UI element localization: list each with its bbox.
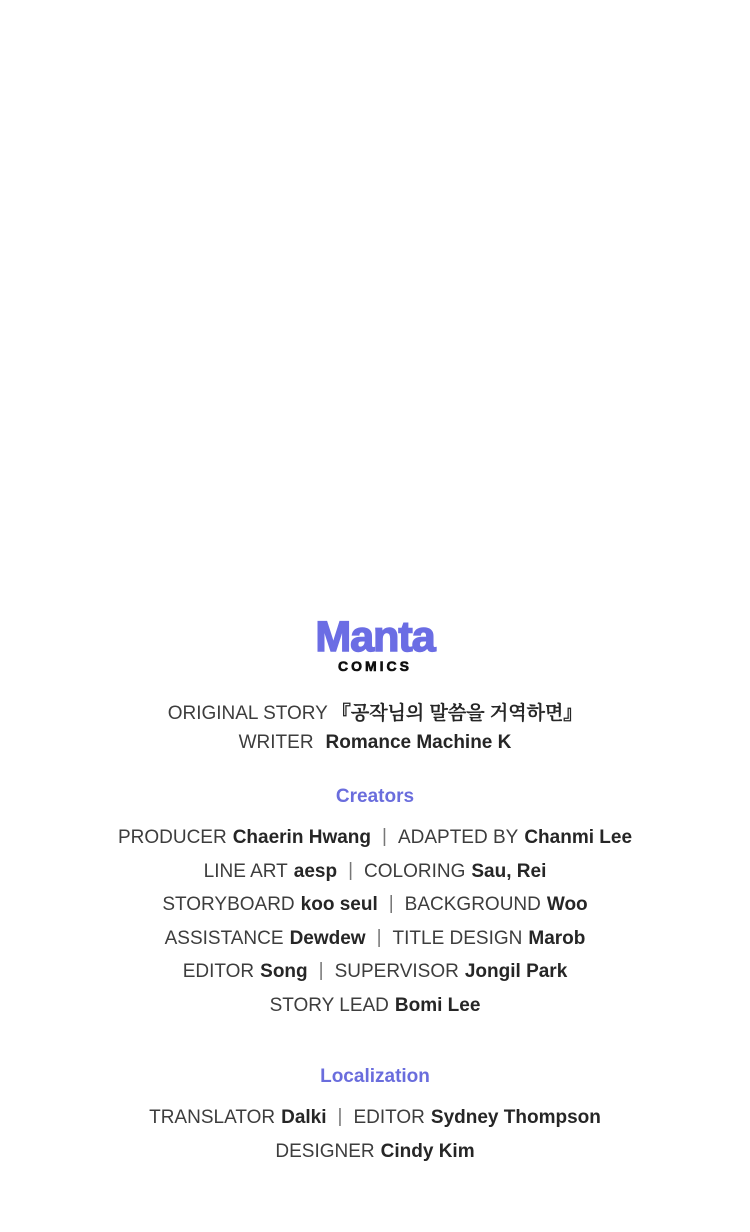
- credit-name: koo seul: [300, 894, 378, 915]
- credit-name: Chanmi Lee: [524, 827, 633, 848]
- credit-label: TITLE DESIGN: [392, 927, 523, 949]
- credit-label: LINE ART: [203, 860, 288, 882]
- credit-name: Bomi Lee: [394, 994, 481, 1016]
- original-story-line: [168, 699, 583, 728]
- credit-name: Marob: [528, 927, 586, 949]
- credit-line-storyboard-background: [118, 888, 632, 922]
- credit-line-lineart-coloring: [118, 855, 632, 889]
- story-header: [168, 699, 583, 757]
- credit-name: Cindy Kim: [380, 1140, 475, 1162]
- credit-label: TRANSLATOR: [149, 1107, 276, 1128]
- credit-line-storylead: [118, 989, 632, 1023]
- manta-logo: [315, 613, 435, 674]
- creators-credits-list: [118, 821, 632, 1022]
- writer-line: [168, 728, 583, 757]
- credit-name: Sydney Thompson: [430, 1107, 601, 1128]
- separator-bar: |: [337, 1106, 343, 1127]
- credit-name: Woo: [546, 894, 588, 915]
- credit-label: ADAPTED BY: [397, 827, 519, 848]
- credit-line-assistance-titledesign: [118, 922, 632, 956]
- localization-credits-list: [149, 1101, 601, 1168]
- credit-label: ASSISTANCE: [164, 927, 284, 949]
- credit-name: Chaerin Hwang: [232, 827, 372, 848]
- credit-label: DESIGNER: [275, 1140, 375, 1162]
- credit-label: EDITOR: [353, 1107, 425, 1128]
- original-story-label: ORIGINAL STORY: [167, 703, 328, 724]
- original-story-title: 『공작님의 말씀을 거역하면』: [331, 703, 583, 724]
- credit-label: PRODUCER: [117, 827, 227, 848]
- credit-label: EDITOR: [182, 961, 255, 982]
- credit-line-editor-supervisor: [118, 955, 632, 989]
- credit-line-translator-editor: [149, 1101, 601, 1135]
- separator-bar: |: [388, 893, 394, 914]
- credit-label: STORY LEAD: [269, 994, 389, 1016]
- credit-label: BACKGROUND: [404, 894, 541, 915]
- separator-bar: |: [376, 926, 382, 948]
- creators-section-title: Creators: [335, 786, 415, 807]
- credit-line-producer-adapted: [118, 821, 632, 855]
- separator-bar: |: [318, 960, 324, 981]
- credit-label: SUPERVISOR: [334, 961, 459, 982]
- comics-subtitle: COMICS: [337, 658, 412, 674]
- writer-label: WRITER: [238, 732, 314, 753]
- credit-name: Dewdew: [289, 927, 366, 949]
- credit-label: COLORING: [364, 860, 466, 882]
- credit-name: Dalki: [281, 1107, 327, 1128]
- credit-name: Jongil Park: [464, 961, 568, 982]
- separator-bar: |: [382, 826, 387, 847]
- credit-name: aesp: [293, 860, 338, 882]
- manta-wordmark: Manta: [315, 613, 435, 661]
- writer-name: Romance Machine K: [325, 732, 512, 753]
- credit-line-designer: [149, 1135, 601, 1169]
- credit-name: Song: [260, 961, 308, 982]
- credit-name: Sau, Rei: [471, 860, 547, 882]
- separator-bar: |: [348, 859, 354, 881]
- credit-label: STORYBOARD: [162, 894, 295, 915]
- localization-section-title: Localization: [320, 1066, 430, 1087]
